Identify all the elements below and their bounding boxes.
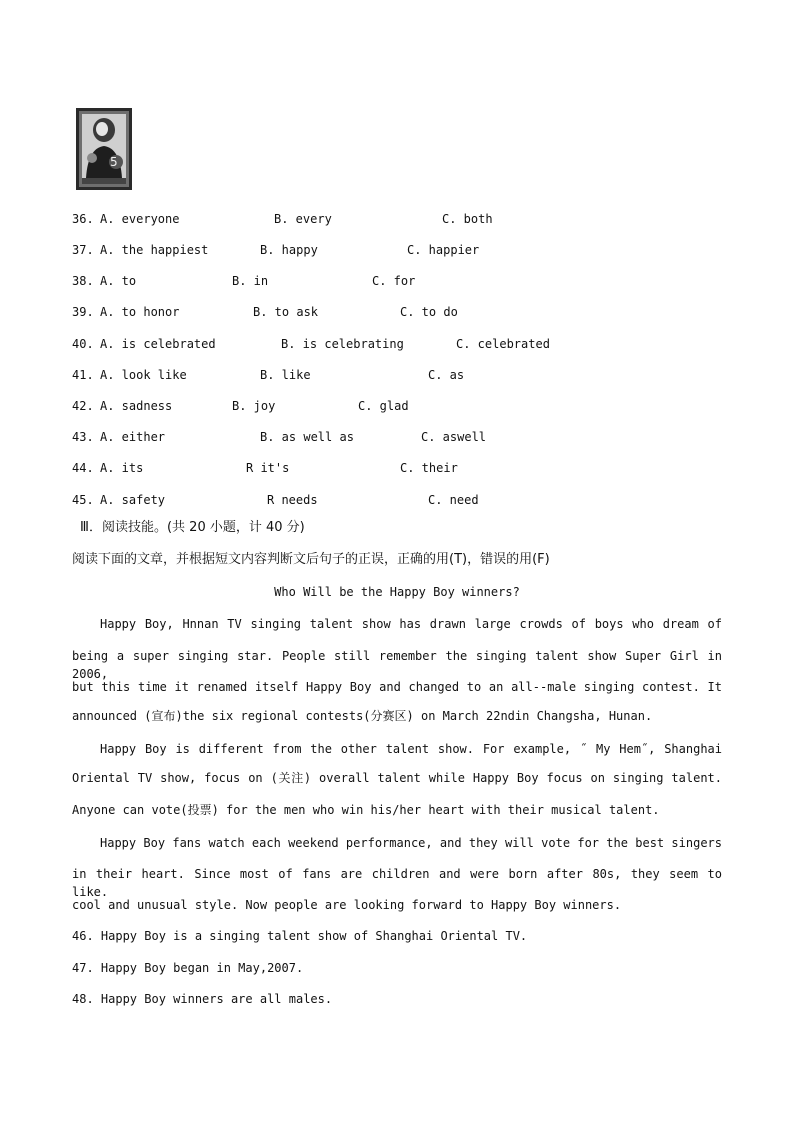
stamp-image [76, 108, 132, 190]
option-row-36 [72, 210, 493, 228]
passage-line: announced (宣布)the six regional contests(分赛区) on March 22ndin Changsha, Hunan. [72, 709, 653, 723]
option-b: B. as well as [260, 430, 354, 444]
option-b: B. happy [260, 243, 318, 257]
option-a: A. either [100, 430, 166, 444]
option-a: A. its [100, 461, 144, 475]
statement-48: 48. Happy Boy winners are all males. [72, 992, 333, 1006]
option-b: B. in [232, 274, 269, 288]
option-b: B. joy [232, 399, 276, 413]
option-a: A. the happiest [100, 243, 209, 257]
question-number: 37. [72, 243, 94, 257]
option-b: B. every [274, 212, 332, 226]
question-number: 42. [72, 399, 94, 413]
option-b: R needs [267, 493, 318, 507]
option-b: B. is celebrating [281, 337, 404, 351]
option-row-45 [72, 491, 479, 509]
option-a: A. safety [100, 493, 166, 507]
svg-text:5: 5 [110, 155, 118, 169]
question-number: 45. [72, 493, 94, 507]
passage-line: cool and unusual style. Now people are looking forward to Happy Boy winners. [72, 898, 622, 912]
option-c: C. for [372, 274, 416, 288]
option-row-41 [72, 366, 465, 384]
section-instruction: 阅读下面的文章，并根据短文内容判断文后句子的正误，正确的用(T)，错误的用(F) [72, 552, 550, 567]
option-a: A. to [100, 274, 137, 288]
option-c: C. to do [400, 305, 458, 319]
statement-46: 46. Happy Boy is a singing talent show of Shanghai Oriental TV. [72, 929, 528, 943]
option-row-42 [72, 397, 409, 415]
question-number: 44. [72, 461, 94, 475]
option-a: A. look like [100, 368, 187, 382]
option-row-44 [72, 459, 458, 477]
option-c: C. both [442, 212, 493, 226]
option-c: C. aswell [421, 430, 487, 444]
passage-line: but this time it renamed itself Happy Boy and changed to an all--male singing contest. It [72, 680, 722, 694]
question-number: 40. [72, 337, 94, 351]
passage-line: Oriental TV show, focus on (关注) overall talent while Happy Boy focus on singing talent. [72, 771, 722, 785]
option-c: C. happier [407, 243, 480, 257]
option-a: A. is celebrated [100, 337, 216, 351]
option-c: C. glad [358, 399, 409, 413]
question-number: 39. [72, 305, 94, 319]
question-number: 36. [72, 212, 94, 226]
option-c: C. as [428, 368, 465, 382]
question-number: 38. [72, 274, 94, 288]
statement-47: 47. Happy Boy began in May,2007. [72, 961, 304, 975]
passage-line: Happy Boy, Hnnan TV singing talent show has drawn large crowds of boys who dream of [100, 617, 722, 631]
option-a: A. sadness [100, 399, 173, 413]
option-b: R it's [246, 461, 290, 475]
option-row-43 [72, 428, 487, 446]
passage-line: Anyone can vote(投票) for the men who win his/her heart with their musical talent. [72, 803, 660, 817]
section-heading: Ⅲ．阅读技能。(共 20 小题，计 40 分) [80, 520, 305, 535]
option-b: B. like [260, 368, 311, 382]
passage-line: Happy Boy fans watch each weekend performance, and they will vote for the best singers [100, 836, 722, 850]
option-row-37 [72, 241, 480, 259]
passage-line: being a super singing star. People still remember the singing talent show Super Girl in 2006, [72, 649, 722, 681]
option-c: C. celebrated [456, 337, 550, 351]
option-b: B. to ask [253, 305, 319, 319]
option-a: A. everyone [100, 212, 180, 226]
option-row-38 [72, 272, 416, 290]
option-row-39 [72, 303, 458, 321]
passage-line: in their heart. Since most of fans are children and were born after 80s, they seem to like. [72, 867, 722, 899]
stamp-portrait-icon [76, 108, 132, 190]
option-c: C. need [428, 493, 479, 507]
option-row-40 [72, 335, 550, 353]
question-number: 43. [72, 430, 94, 444]
option-c: C. their [400, 461, 458, 475]
option-a: A. to honor [100, 305, 180, 319]
passage-line: Happy Boy is different from the other talent show. For example, ˝ My Hem˝, Shanghai [100, 742, 722, 756]
passage-title: Who Will be the Happy Boy winners? [274, 585, 520, 599]
question-number: 41. [72, 368, 94, 382]
